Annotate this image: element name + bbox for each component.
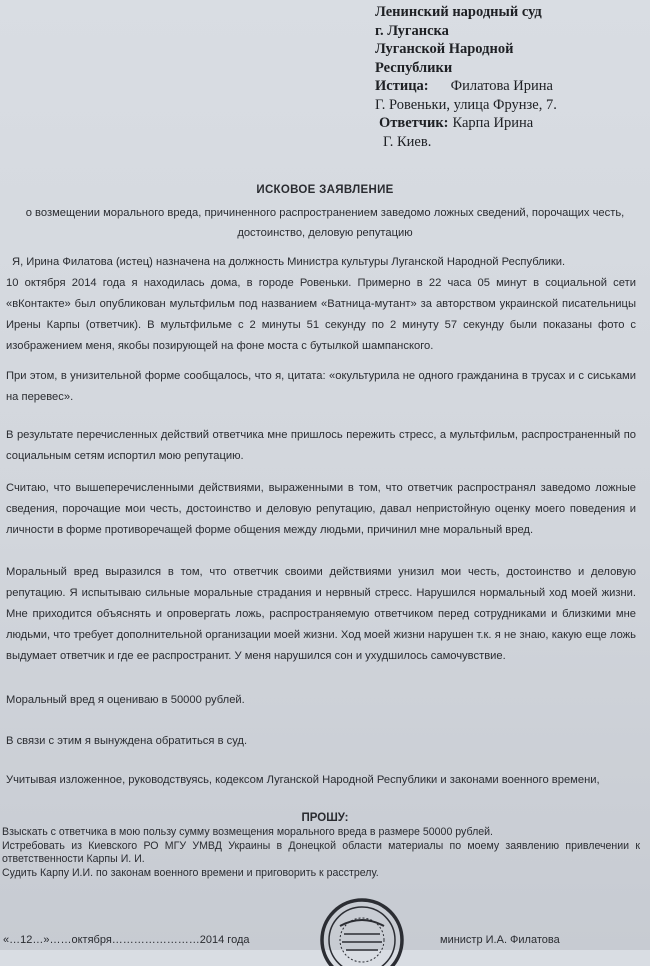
request-item: Судить Карпу И.И. по законам военного времени и приговорить к расстрелу.	[2, 866, 379, 879]
request-item: Взыскать с ответчика в мою пользу сумму возмещения морального вреда в размере 50000 рублей.	[2, 826, 493, 838]
paragraph-1-line: Я, Ирина Филатова (истец) назначена на должность Министра культуры Луганской Народной Республики.	[12, 256, 566, 268]
plaintiff-row	[375, 77, 557, 96]
plaintiff-name: Филатова Ирина	[450, 78, 553, 94]
court-name: Ленинский народный суд	[375, 4, 542, 20]
request-item: Истребовать из Киевского РО МГУ УМВД Украины в Донецкой области материалы по моему заявлению привлечении к ответственности Карпы И. И.	[2, 839, 640, 865]
plaintiff-label: Истица:	[375, 78, 429, 94]
defendant-city: Г. Киев.	[383, 133, 432, 150]
paragraph-5: Считаю, что вышеперечисленными действиями, выраженными в том, что ответчик распространял заведомо ложные сведения, порочащие мои честь, достоинство и деловую репутацию, давал непристойную оценку моего поведения и личности в форме противоречащей форме общения между людьми, причинил мне моральный вред.	[6, 482, 636, 536]
paragraph-6: Моральный вред выразился в том, что ответчик своими действиями унизил мои честь, достоинство и деловую репутацию. Я испытываю сильные моральные страдания и нервный стресс. Нарушился нормальный ход моей жизни. Мне приходится объяснять и опровергать ложь, распространяемую ответчиком перед сотрудниками и близкими мне людьми, что требует дополнительной организации моей жизни. Ход моей жизни нарушен т.к. я не знаю, какую еще ложь выдумает ответчик и где ее распространит. У меня нарушился сон и ухудшилось самочувствие.	[6, 566, 636, 662]
court-republic-2: Республики	[375, 59, 453, 76]
request-title: ПРОШУ:	[301, 812, 349, 824]
paragraph-4: В результате перечисленных действий ответчика мне пришлось пережить стресс, а мультфильм, распространенный по социальным сетям испортил мою репутацию.	[6, 429, 636, 462]
court-city: г. Луганска	[375, 22, 449, 39]
signature-footer	[0, 928, 650, 950]
defendant-name: Карпа Ирина	[452, 115, 534, 131]
request-list	[2, 826, 640, 880]
document-title: ИСКОВОЕ ЗАЯВЛЕНИЕ	[256, 184, 394, 196]
paragraph-1	[6, 252, 636, 357]
paragraph-7: Моральный вред я оцениваю в 50000 рублей.	[6, 694, 245, 706]
paragraph-9: Учитывая изложенное, руководствуясь, кодексом Луганской Народной Республики и законами военного времени,	[6, 774, 600, 786]
document-subtitle: о возмещении морального вреда, причиненного распространением заведомо ложных сведений, порочащих честь, достоинство, деловую репутацию	[25, 207, 625, 239]
defendant-label: Ответчик:	[379, 115, 449, 131]
paragraph-3: При этом, в унизительной форме сообщалось, что я, цитата: «окультурила не одного гражданина в трусах и с сиськами на перевес».	[6, 370, 636, 403]
paragraph-2: 10 октября 2014 года я находилась дома, в городе Ровеньки. Примерно в 22 часа 05 минут в социальной сети «вКонтакте» был опубликован мультфильм под названием «Ватница-мутант» за авторством украинской писательницы Ирены Карпы (ответчик). В мультфильме с 2 минуты 51 секунду по 2 минуту 57 секунду были показаны фото с изображением меня, якобы позирующей на фоне моста с бутылкой шампанского.	[6, 277, 636, 352]
document-date: «…12…»……октября……………………2014 года	[3, 934, 250, 946]
paragraph-8: В связи с этим я вынуждена обратиться в суд.	[6, 735, 248, 747]
court-header	[375, 3, 557, 151]
defendant-row	[379, 114, 557, 133]
signature-line: министр И.А. Филатова	[440, 934, 560, 946]
court-republic-1: Луганской Народной	[375, 41, 514, 57]
plaintiff-address: Г. Ровеньки, улица Фрунзе, 7.	[375, 96, 557, 113]
